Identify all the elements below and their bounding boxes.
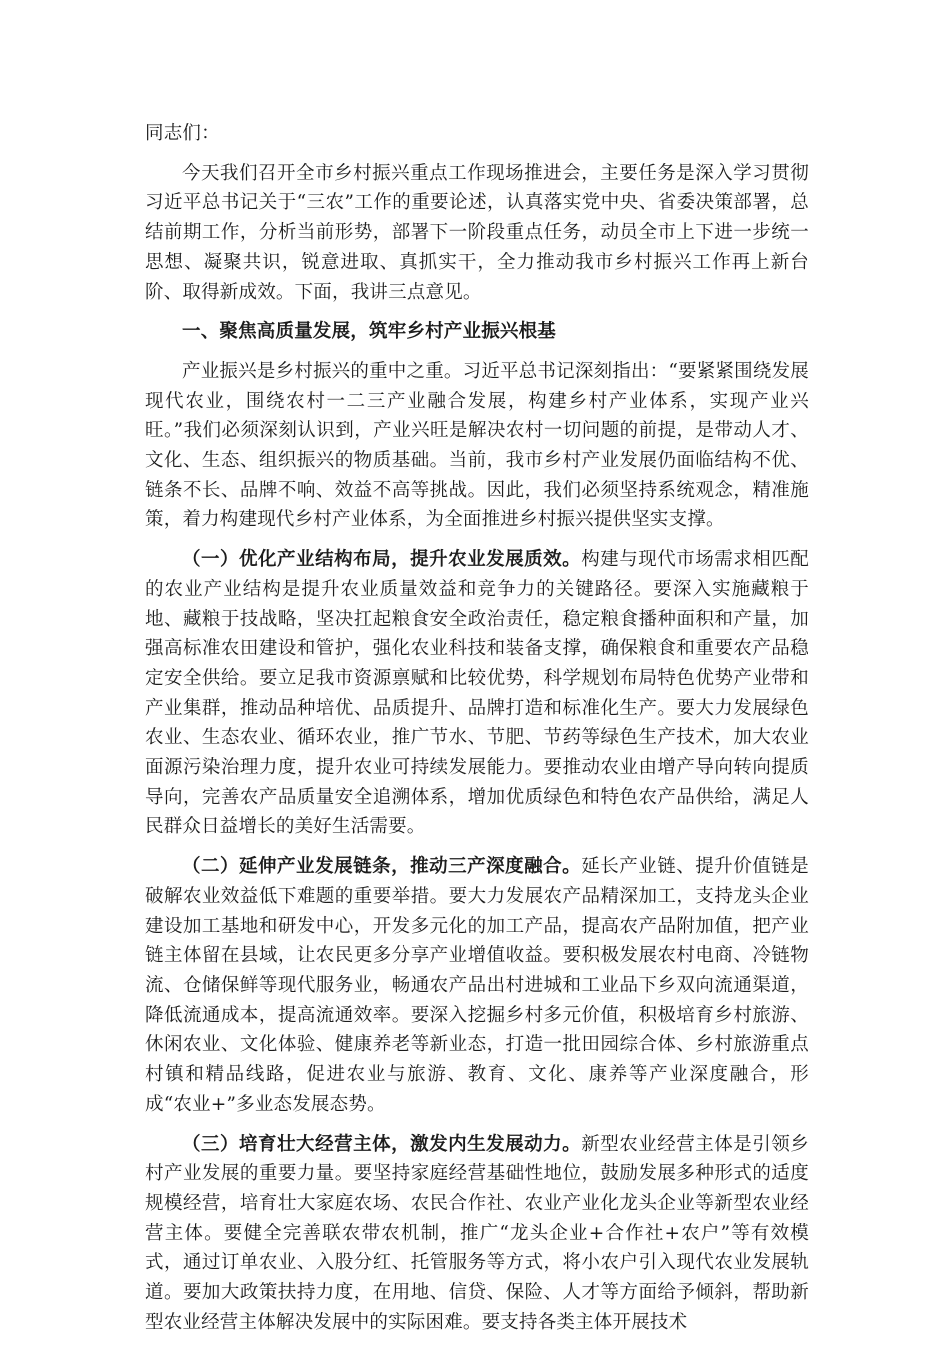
item-2-title: （二）延伸产业发展链条，推动三产深度融合。 <box>182 856 582 878</box>
document-page <box>145 119 809 1347</box>
item-1-paragraph <box>145 545 809 842</box>
intro-paragraph: 今天我们召开全市乡村振兴重点工作现场推进会，主要任务是深入学习贯彻习近平总书记关于“三农”工作的重要论述，认真落实党中央、省委决策部署，总结前期工作，分析当前形势，部署下一阶段重点任务，动员全市上下进一步统一思想、凝聚共识，锐意进取、真抓实干，全力推动我市乡村振兴工作再上新台阶、取得新成效。下面，我讲三点意见。 <box>145 162 809 303</box>
section-1-heading: 一、聚焦高质量发展，筑牢乡村产业振兴根基 <box>182 321 557 343</box>
item-3-body: 新型农业经营主体是引领乡村产业发展的重要力量。要坚持家庭经营基础性地位，鼓励发展多种形式的适度规模经营，培育壮大家庭农场、农民合作社、农业产业化龙头企业等新型农业经营主体。要健全完善联农带农机制，推广“龙头企业+合作社+农户”等有效模式，通过订单农业、入股分红、托管服务等方式，将小农户引入现代农业发展轨道。要加大政策扶持力度，在用地、信贷、保险、人才等方面给予倾斜，帮助新型农业经营主体解决发展中的实际困难。要支持各类主体开展技术 <box>145 1133 810 1333</box>
item-1-body: 构建与现代市场需求相匹配的农业产业结构是提升农业质量效益和竞争力的关键路径。要深入实施藏粮于地、藏粮于技战略，坚决扛起粮食安全政治责任，稳定粮食播种面积和产量，加强高标准农田建设和管护，强化农业科技和装备支撑，确保粮食和重要农产品稳定安全供给。要立足我市资源禀赋和比较优势，科学规划布局特色优势产业带和产业集群，推动品种培优、品质提升、品牌打造和标准化生产。要大力发展绿色农业、生态农业、循环农业，推广节水、节肥、节药等绿色生产技术，加大农业面源污染治理力度，提升农业可持续发展能力。要推动农业由增产导向转向提质导向，完善农产品质量安全追溯体系，增加优质绿色和特色农产品供给，满足人民群众日益增长的美好生活需要。 <box>145 549 810 838</box>
salutation: 同志们： <box>145 123 220 144</box>
item-3-paragraph <box>145 1130 809 1338</box>
item-3-title: （三）培育壮大经营主体，激发内生发展动力。 <box>182 1133 582 1155</box>
item-2-body: 延长产业链、提升价值链是破解农业效益低下难题的重要举措。要大力发展农产品精深加工，支持龙头企业建设加工基地和研发中心，开发多元化的加工产品，提高农产品附加值，把产业链主体留在县域，让农民更多分享产业增值收益。要积极发展农村电商、冷链物流、仓储保鲜等现代服务业，畅通农产品出村进城和工业品下乡双向流通渠道，降低流通成本，提高流通效率。要深入挖掘乡村多元价值，积极培育乡村旅游、休闲农业、文化体验、健康养老等新业态，打造一批田园综合体、乡村旅游重点村镇和精品线路，促进农业与旅游、教育、文化、康养等产业深度融合，形成“农业+”多业态发展态势。 <box>145 856 810 1115</box>
item-1-title: （一）优化产业结构布局，提升农业发展质效。 <box>182 549 582 571</box>
item-2-paragraph <box>145 852 809 1119</box>
section-1-paragraph: 产业振兴是乡村振兴的重中之重。习近平总书记深刻指出：“要紧紧围绕发展现代农业，围绕农村一二三产业融合发展，构建乡村产业体系，实现产业兴旺。”我们必须深刻认识到，产业兴旺是解决农村一切问题的前提，是带动人才、文化、生态、组织振兴的物质基础。当前，我市乡村产业发展仍面临结构不优、链条不长、品牌不响、效益不高等挑战。因此，我们必须坚持系统观念，精准施策，着力构建现代乡村产业体系，为全面推进乡村振兴提供坚实支撑。 <box>145 360 809 531</box>
